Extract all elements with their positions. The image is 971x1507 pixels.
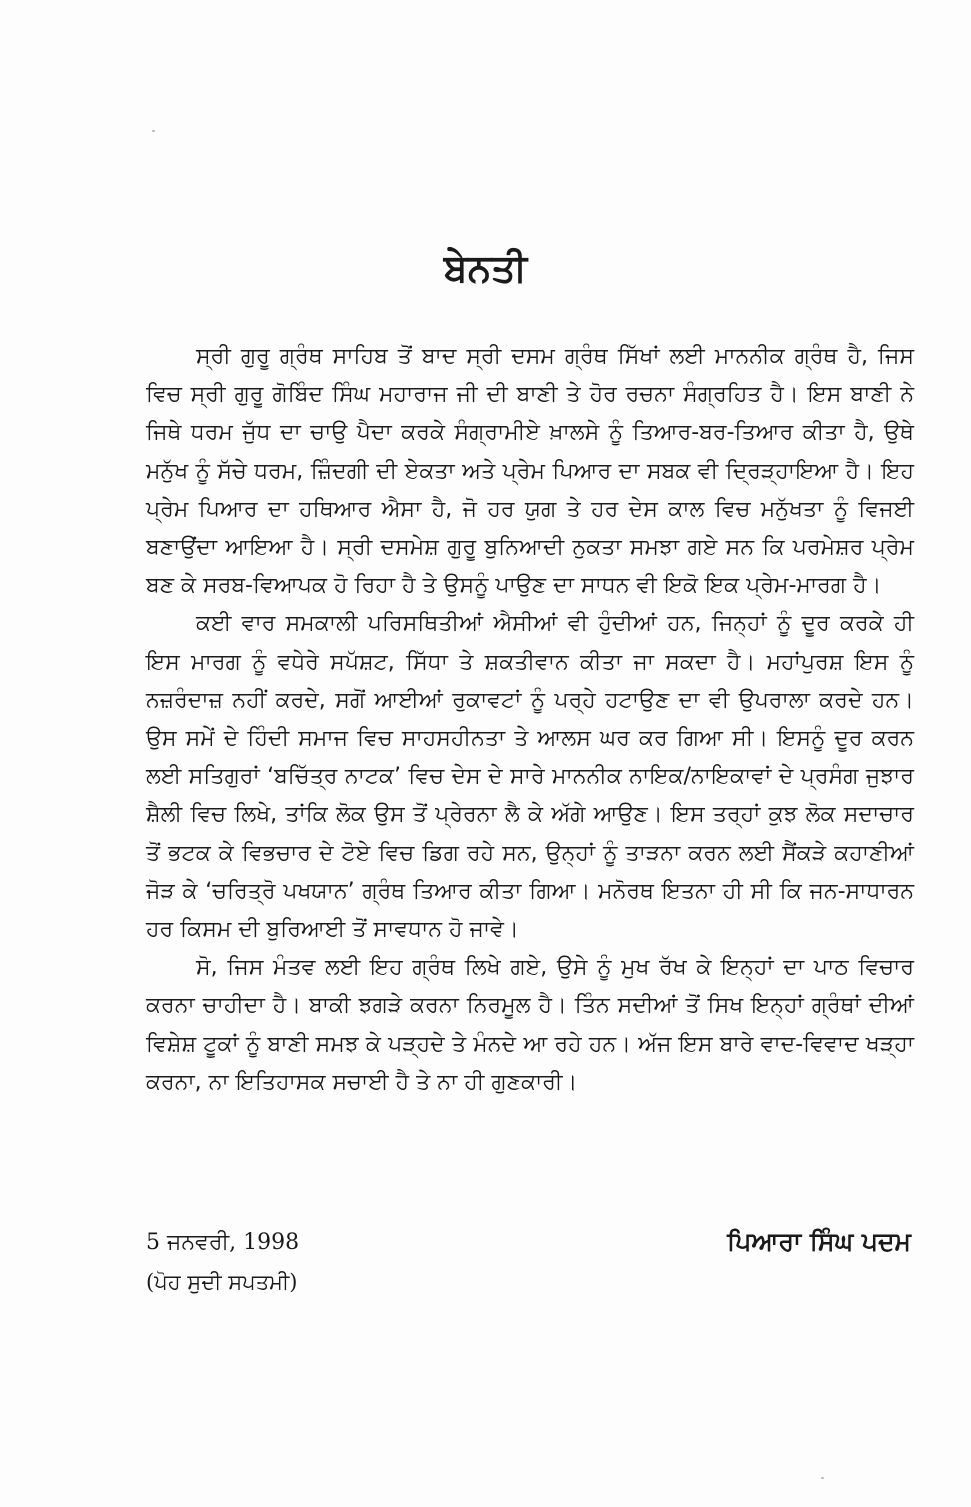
scan-speck <box>152 130 155 132</box>
paragraph-2: ਕਈ ਵਾਰ ਸਮਕਾਲੀ ਪਰਿਸਥਿਤੀਆਂ ਐਸੀਆਂ ਵੀ ਹੁੰਦੀਆਂ ਹਨ, ਜਿਨ੍ਹਾਂ ਨੂੰ ਦੂਰ ਕਰਕੇ ਹੀ ਇਸ ਮਾਰਗ ਨੂੰ ਵਧੇਰੇ ਸਪੱਸ਼ਟ, ਸਿੱਧਾ ਤੇ ਸ਼ਕਤੀਵਾਨ ਕੀਤਾ ਜਾ ਸਕਦਾ ਹੈ। ਮਹਾਂਪੁਰਸ਼ ਇਸ ਨੂੰ ਨਜ਼ਰੰਦਾਜ਼ ਨਹੀਂ ਕਰਦੇ, ਸਗੋਂ ਆਈਆਂ ਰੁਕਾਵਟਾਂ ਨੂੰ ਪਰ੍ਹੇ ਹਟਾਉਣ ਦਾ ਵੀ ਉਪਰਾਲਾ ਕਰਦੇ ਹਨ। ਉਸ ਸਮੇਂ ਦੇ ਹਿੰਦੀ ਸਮਾਜ ਵਿਚ ਸਾਹਸਹੀਨਤਾ ਤੇ ਆਲਸ ਘਰ ਕਰ ਗਿਆ ਸੀ। ਇਸਨੂੰ ਦੂਰ ਕਰਨ ਲਈ ਸਤਿਗੁਰਾਂ ‘ਬਚਿੱਤ੍ਰ ਨਾਟਕ’ ਵਿਚ ਦੇਸ ਦੇ ਸਾਰੇ ਮਾਨਨੀਕ ਨਾਇਕ/ਨਾਇਕਾਵਾਂ ਦੇ ਪ੍ਰਸੰਗ ਜੁਝਾਰ ਸ਼ੈਲੀ ਵਿਚ ਲਿਖੇ, ਤਾਂਕਿ ਲੋਕ ਉਸ ਤੋਂ ਪ੍ਰੇਰਨਾ ਲੈ ਕੇ ਅੱਗੇ ਆਉਣ। ਇਸ ਤਰ੍ਹਾਂ ਕੁਝ ਲੋਕ ਸਦਾਚਾਰ ਤੋਂ ਭਟਕ ਕੇ ਵਿਭਚਾਰ ਦੇ ਟੋਏ ਵਿਚ ਡਿਗ ਰਹੇ ਸਨ, ਉਨ੍ਹਾਂ ਨੂੰ ਤਾੜਨਾ ਕਰਨ ਲਈ ਸੈਂਕੜੇ ਕਹਾਣੀਆਂ ਜੋੜ ਕੇ ‘ਚਰਿਤ੍ਰੋ ਪਖਯਾਨ’ ਗ੍ਰੰਥ ਤਿਆਰ ਕੀਤਾ ਗਿਆ। ਮਨੋਰਥ ਇਤਨਾ ਹੀ ਸੀ ਕਿ ਜਨ-ਸਾਧਾਰਨ ਹਰ ਕਿਸਮ ਦੀ ਬੁਰਿਆਈ ਤੋਂ ਸਾਵਧਾਨ ਹੋ ਜਾਵੇ। <box>146 611 914 943</box>
scan-speck <box>821 1477 824 1479</box>
paragraph-1: ਸ੍ਰੀ ਗੁਰੂ ਗ੍ਰੰਥ ਸਾਹਿਬ ਤੋਂ ਬਾਦ ਸ੍ਰੀ ਦਸਮ ਗ੍ਰੰਥ ਸਿੱਖਾਂ ਲਈ ਮਾਨਨੀਕ ਗ੍ਰੰਥ ਹੈ, ਜਿਸ ਵਿਚ ਸ੍ਰੀ ਗੁਰੂ ਗੋਬਿੰਦ ਸਿੰਘ ਮਹਾਰਾਜ ਜੀ ਦੀ ਬਾਣੀ ਤੇ ਹੋਰ ਰਚਨਾ ਸੰਗ੍ਰਹਿਤ ਹੈ। ਇਸ ਬਾਣੀ ਨੇ ਜਿਥੇ ਧਰਮ ਜੁੱਧ ਦਾ ਚਾਉ ਪੈਦਾ ਕਰਕੇ ਸੰਗ੍ਰਾਮੀਏ ਖ਼ਾਲਸੇ ਨੂੰ ਤਿਆਰ-ਬਰ-ਤਿਆਰ ਕੀਤਾ ਹੈ, ਉਥੇ ਮਨੁੱਖ ਨੂੰ ਸੱਚੇ ਧਰਮ, ਜ਼ਿੰਦਗੀ ਦੀ ਏਕਤਾ ਅਤੇ ਪ੍ਰੇਮ ਪਿਆਰ ਦਾ ਸਬਕ ਵੀ ਦ੍ਰਿੜ੍ਹਾਇਆ ਹੈ। ਇਹ ਪ੍ਰੇਮ ਪਿਆਰ ਦਾ ਹਥਿਆਰ ਐਸਾ ਹੈ, ਜੋ ਹਰ ਯੁਗ ਤੇ ਹਰ ਦੇਸ ਕਾਲ ਵਿਚ ਮਨੁੱਖਤਾ ਨੂੰ ਵਿਜਈ ਬਣਾਉਂਦਾ ਆਇਆ ਹੈ। ਸ੍ਰੀ ਦਸਮੇਸ਼ ਗੁਰੂ ਬੁਨਿਆਦੀ ਨੁਕਤਾ ਸਮਝਾ ਗਏ ਸਨ ਕਿ ਪਰਮੇਸ਼ਰ ਪ੍ਰੇਮ ਬਣ ਕੇ ਸਰਬ-ਵਿਆਪਕ ਹੋ ਰਿਹਾ ਹੈ ਤੇ ਉਸਨੂੰ ਪਾਉਣ ਦਾ ਸਾਧਨ ਵੀ ਇਕੋ ਇਕ ਪ੍ਰੇਮ-ਮਾਰਗ ਹੈ। <box>146 344 914 599</box>
date-lunar: (ਪੋਹ ਸੁਦੀ ਸਪਤਮੀ) <box>146 1270 298 1294</box>
page-title: ਬੇਨਤੀ <box>443 246 528 290</box>
paragraph-3: ਸੋ, ਜਿਸ ਮੰਤਵ ਲਈ ਇਹ ਗ੍ਰੰਥ ਲਿਖੇ ਗਏ, ਉਸੇ ਨੂੰ ਮੁਖ ਰੱਖ ਕੇ ਇਨ੍ਹਾਂ ਦਾ ਪਾਠ ਵਿਚਾਰ ਕਰਨਾ ਚਾਹੀਦਾ ਹੈ। ਬਾਕੀ ਝਗੜੇ ਕਰਨਾ ਨਿਰਮੂਲ ਹੈ। ਤਿੰਨ ਸਦੀਆਂ ਤੋਂ ਸਿਖ ਇਨ੍ਹਾਂ ਗ੍ਰੰਥਾਂ ਦੀਆਂ ਵਿਸ਼ੇਸ਼ ਟੂਕਾਂ ਨੂੰ ਬਾਣੀ ਸਮਝ ਕੇ ਪੜ੍ਹਦੇ ਤੇ ਮੰਨਦੇ ਆ ਰਹੇ ਹਨ। ਅੱਜ ਇਸ ਬਾਰੇ ਵਾਦ-ਵਿਵਾਦ ਖੜ੍ਹਾ ਕਰਨਾ, ਨਾ ਇਤਿਹਾਸਕ ਸਚਾਈ ਹੈ ਤੇ ਨਾ ਹੀ ਗੁਣਕਾਰੀ। <box>146 955 914 1095</box>
author-signature: ਪਿਆਰਾ ਸਿੰਘ ਪਦਮ <box>727 1227 911 1256</box>
date: 5 ਜਨਵਰੀ, 1998 <box>146 1230 300 1255</box>
body-text <box>146 338 914 1102</box>
